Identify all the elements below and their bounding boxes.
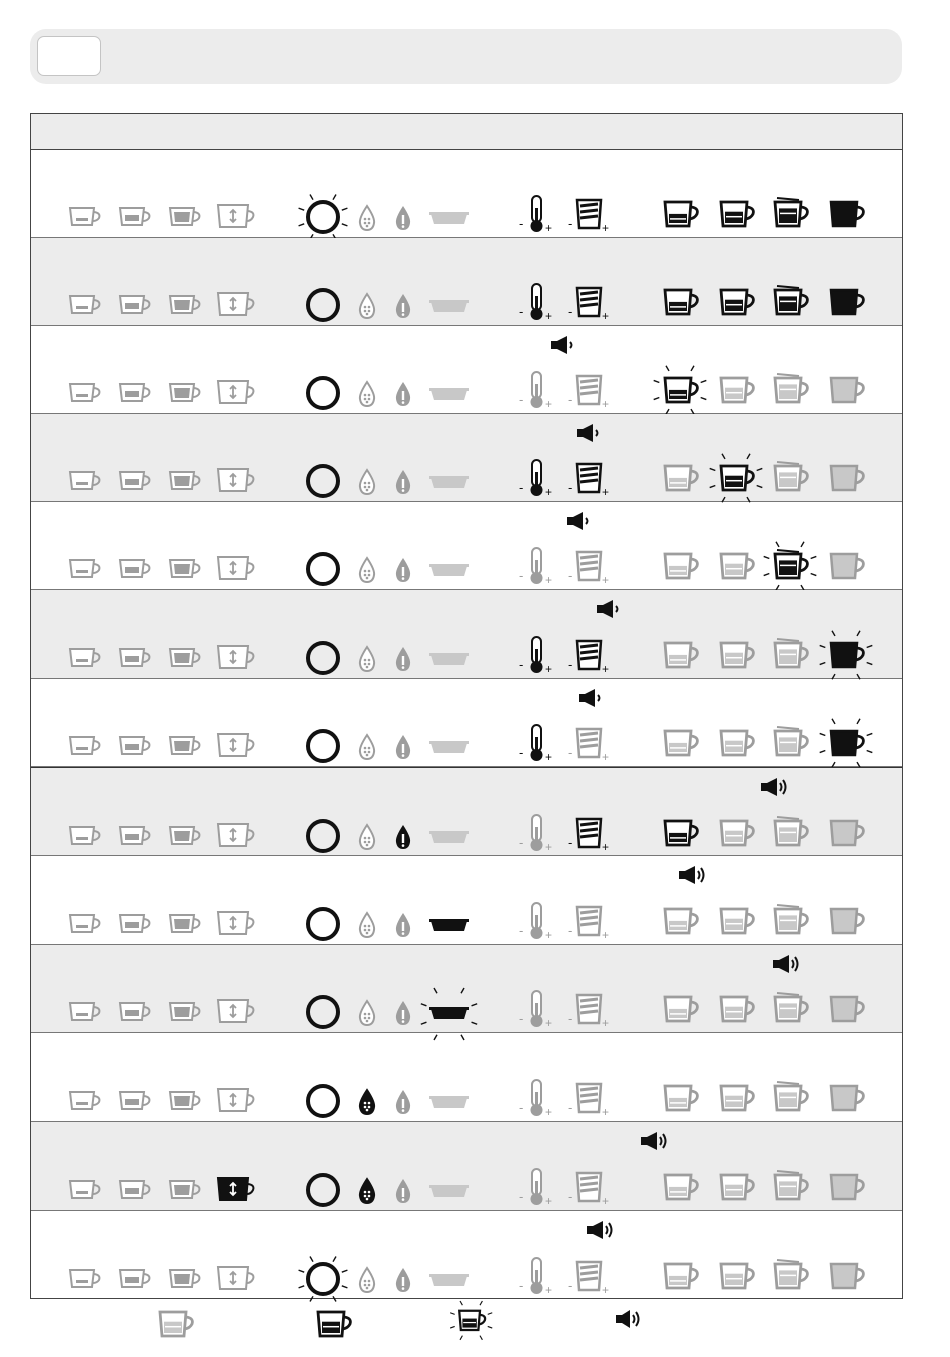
cup-size-icon [717, 548, 757, 582]
coffee-cup-icon [117, 910, 157, 938]
drip-tray-icon [427, 558, 471, 584]
speaker-icon [587, 1221, 617, 1241]
cup-size-icon [661, 372, 701, 406]
svg-text:-: - [568, 835, 573, 850]
svg-text:+: + [602, 397, 610, 411]
long-coffee-icon [167, 732, 207, 760]
svg-text:+: + [545, 1105, 553, 1119]
strength-icon [568, 813, 612, 855]
svg-text:-: - [519, 216, 524, 231]
cup-size-icon [661, 903, 701, 937]
strength-icon [568, 546, 612, 588]
svg-text:+: + [602, 573, 610, 587]
cup-size-icon [827, 196, 867, 230]
bean-drop-icon [357, 823, 377, 851]
espresso-cup-icon [67, 1087, 107, 1115]
status-row [31, 945, 902, 1033]
status-row [31, 150, 902, 238]
thermometer-icon [519, 458, 559, 500]
coffee-cup-icon [117, 644, 157, 672]
svg-text:+: + [602, 750, 610, 764]
svg-text:-: - [568, 1189, 573, 1204]
thermometer-icon [519, 282, 559, 324]
coffee-cup-icon [117, 467, 157, 495]
strength-icon [568, 282, 612, 324]
svg-text:-: - [568, 392, 573, 407]
long-coffee-icon [167, 1176, 207, 1204]
status-row [31, 238, 902, 326]
warning-drop-icon [393, 292, 413, 320]
speaker-icon [641, 1132, 671, 1152]
drip-tray-icon [427, 1179, 471, 1205]
warning-drop-icon [393, 999, 413, 1027]
legend [0, 1300, 950, 1357]
strength-icon [568, 370, 612, 412]
double-cup-icon [217, 291, 257, 319]
svg-text:+: + [602, 485, 610, 499]
power-ring-icon [301, 1081, 345, 1121]
double-cup-icon [217, 379, 257, 407]
double-cup-icon [217, 1265, 257, 1293]
svg-text:+: + [545, 1194, 553, 1208]
coffee-cup-icon [117, 1176, 157, 1204]
power-ring-icon [301, 992, 345, 1032]
svg-text:+: + [602, 1194, 610, 1208]
cup-size-icon [827, 637, 867, 671]
espresso-cup-icon [67, 379, 107, 407]
power-ring-icon [301, 816, 345, 856]
thermometer-icon [519, 1167, 559, 1209]
thermometer-icon [519, 901, 559, 943]
speaker-icon [597, 600, 627, 620]
espresso-cup-icon [67, 644, 107, 672]
coffee-cup-icon [117, 291, 157, 319]
cup-size-icon [661, 725, 701, 759]
strength-icon [568, 989, 612, 1031]
svg-text:-: - [519, 1011, 524, 1026]
cup-size-icon [771, 637, 811, 671]
drip-tray-icon [427, 470, 471, 496]
svg-text:-: - [568, 568, 573, 583]
strength-icon [568, 635, 612, 677]
cup-size-icon [717, 903, 757, 937]
strength-icon [568, 194, 612, 236]
cup-size-icon [771, 196, 811, 230]
coffee-cup-icon [117, 1265, 157, 1293]
long-coffee-icon [167, 998, 207, 1026]
espresso-cup-icon [67, 467, 107, 495]
cup-size-icon [827, 1080, 867, 1114]
power-ring-icon [301, 638, 345, 678]
svg-text:-: - [519, 1100, 524, 1115]
warning-drop-icon [393, 1266, 413, 1294]
status-row [31, 856, 902, 945]
thermometer-icon [519, 1078, 559, 1120]
long-coffee-icon [167, 379, 207, 407]
drip-tray-icon [427, 1268, 471, 1294]
cup-size-icon [827, 815, 867, 849]
thermometer-icon [519, 194, 559, 236]
cup-size-icon [661, 460, 701, 494]
coffee-cup-icon [117, 732, 157, 760]
svg-text:-: - [568, 657, 573, 672]
double-cup-icon [217, 467, 257, 495]
cup-size-icon [771, 460, 811, 494]
thermometer-icon [519, 723, 559, 765]
cup-size-icon [771, 372, 811, 406]
espresso-cup-icon [67, 1265, 107, 1293]
cup-size-icon [827, 372, 867, 406]
espresso-cup-icon [67, 1176, 107, 1204]
thermometer-icon [519, 635, 559, 677]
svg-text:+: + [602, 1016, 610, 1030]
cup-off-icon [156, 1306, 196, 1330]
svg-text:+: + [545, 840, 553, 854]
long-coffee-icon [167, 467, 207, 495]
long-coffee-icon [167, 1087, 207, 1115]
thermometer-icon [519, 370, 559, 412]
bean-drop-icon [357, 999, 377, 1027]
speaker-icon [773, 955, 803, 975]
speaker-icon [577, 424, 607, 444]
cup-size-icon [827, 903, 867, 937]
speaker-beep-icon [616, 1310, 644, 1328]
warning-drop-icon [393, 468, 413, 496]
cup-size-icon [827, 548, 867, 582]
cup-size-icon [771, 903, 811, 937]
svg-text:+: + [602, 1105, 610, 1119]
power-ring-icon [301, 285, 345, 325]
cup-size-icon [717, 1169, 757, 1203]
warning-drop-icon [393, 645, 413, 673]
cup-size-icon [717, 637, 757, 671]
cup-size-icon [661, 284, 701, 318]
speaker-icon [679, 866, 709, 886]
bean-drop-icon [357, 911, 377, 939]
cup-size-icon [771, 284, 811, 318]
svg-text:+: + [602, 662, 610, 676]
svg-text:+: + [602, 1283, 610, 1297]
long-coffee-icon [167, 910, 207, 938]
thermometer-icon [519, 1256, 559, 1298]
svg-text:+: + [545, 662, 553, 676]
warning-drop-icon [393, 823, 413, 851]
warning-drop-icon [393, 204, 413, 232]
strength-icon [568, 458, 612, 500]
drip-tray-icon [427, 825, 471, 851]
double-cup-icon [217, 732, 257, 760]
thermometer-icon [519, 546, 559, 588]
thermometer-icon [519, 813, 559, 855]
bean-drop-icon [357, 204, 377, 232]
bean-drop-icon [357, 292, 377, 320]
cup-flashing-icon [450, 1306, 500, 1334]
double-cup-icon [217, 998, 257, 1026]
coffee-cup-icon [117, 203, 157, 231]
double-cup-icon [217, 822, 257, 850]
svg-text:-: - [519, 392, 524, 407]
long-coffee-icon [167, 291, 207, 319]
speaker-icon [579, 689, 609, 709]
speaker-icon [567, 512, 597, 532]
svg-text:-: - [519, 745, 524, 760]
long-coffee-icon [167, 1265, 207, 1293]
strength-icon [568, 1256, 612, 1298]
svg-text:-: - [568, 480, 573, 495]
svg-text:+: + [602, 221, 610, 235]
cup-size-icon [717, 815, 757, 849]
cup-size-icon [827, 725, 867, 759]
strength-icon [568, 901, 612, 943]
svg-text:-: - [519, 480, 524, 495]
cup-size-icon [661, 548, 701, 582]
cup-size-icon [771, 815, 811, 849]
svg-text:-: - [519, 1189, 524, 1204]
header-bar [30, 29, 902, 84]
long-coffee-icon [167, 203, 207, 231]
svg-text:-: - [568, 745, 573, 760]
espresso-cup-icon [67, 822, 107, 850]
svg-text:-: - [519, 1278, 524, 1293]
cup-size-icon [717, 991, 757, 1025]
warning-drop-icon [393, 911, 413, 939]
cup-size-icon [661, 196, 701, 230]
drip-tray-icon [427, 1090, 471, 1116]
double-cup-icon [217, 1176, 257, 1204]
svg-text:+: + [602, 840, 610, 854]
cup-size-icon [827, 991, 867, 1025]
bean-drop-icon [357, 1088, 377, 1116]
status-row [31, 1211, 902, 1300]
power-ring-icon [301, 1170, 345, 1210]
espresso-cup-icon [67, 291, 107, 319]
svg-text:+: + [545, 1283, 553, 1297]
cup-size-icon [771, 1080, 811, 1114]
svg-text:-: - [519, 304, 524, 319]
coffee-cup-icon [117, 822, 157, 850]
espresso-cup-icon [67, 998, 107, 1026]
status-row [31, 1122, 902, 1211]
svg-text:+: + [545, 928, 553, 942]
bean-drop-icon [357, 733, 377, 761]
status-row [31, 590, 902, 679]
svg-text:-: - [568, 1011, 573, 1026]
cup-size-icon [717, 460, 757, 494]
cup-size-icon [827, 1258, 867, 1292]
cup-size-icon [717, 196, 757, 230]
svg-text:-: - [519, 657, 524, 672]
espresso-cup-icon [67, 910, 107, 938]
svg-text:+: + [545, 397, 553, 411]
svg-text:-: - [519, 923, 524, 938]
drip-tray-icon [427, 647, 471, 673]
svg-text:-: - [568, 1100, 573, 1115]
svg-text:-: - [568, 1278, 573, 1293]
warning-drop-icon [393, 556, 413, 584]
speaker-icon [761, 778, 791, 798]
power-ring-icon [301, 726, 345, 766]
cup-size-icon [827, 460, 867, 494]
cup-size-icon [661, 991, 701, 1025]
double-cup-icon [217, 644, 257, 672]
svg-text:-: - [568, 304, 573, 319]
strength-icon [568, 723, 612, 765]
drip-tray-icon [427, 1001, 471, 1027]
long-coffee-icon [167, 555, 207, 583]
cup-size-icon [717, 284, 757, 318]
svg-text:+: + [602, 309, 610, 323]
espresso-cup-icon [67, 732, 107, 760]
cup-size-icon [771, 548, 811, 582]
strength-icon [568, 1078, 612, 1120]
bean-drop-icon [357, 556, 377, 584]
status-row [31, 326, 902, 414]
cup-size-icon [661, 1258, 701, 1292]
cup-size-icon [771, 1258, 811, 1292]
status-row [31, 679, 902, 767]
bean-drop-icon [357, 380, 377, 408]
cup-size-icon [717, 1080, 757, 1114]
cup-on-icon [314, 1306, 354, 1330]
long-coffee-icon [167, 644, 207, 672]
speaker-icon [551, 336, 581, 356]
double-cup-icon [217, 555, 257, 583]
double-cup-icon [217, 910, 257, 938]
header-tab [37, 36, 101, 76]
cup-size-icon [717, 372, 757, 406]
bean-drop-icon [357, 645, 377, 673]
status-row [31, 414, 902, 502]
power-ring-icon [301, 549, 345, 589]
bean-drop-icon [357, 1266, 377, 1294]
drip-tray-icon [427, 735, 471, 761]
strength-icon [568, 1167, 612, 1209]
drip-tray-icon [427, 382, 471, 408]
espresso-cup-icon [67, 555, 107, 583]
cup-size-icon [661, 1169, 701, 1203]
coffee-cup-icon [117, 998, 157, 1026]
cup-size-icon [771, 725, 811, 759]
svg-text:+: + [545, 750, 553, 764]
coffee-cup-icon [117, 379, 157, 407]
power-ring-icon [301, 197, 345, 237]
power-ring-icon [301, 373, 345, 413]
drip-tray-icon [427, 913, 471, 939]
svg-text:+: + [545, 573, 553, 587]
warning-drop-icon [393, 380, 413, 408]
svg-text:-: - [568, 216, 573, 231]
warning-drop-icon [393, 733, 413, 761]
cup-size-icon [771, 991, 811, 1025]
double-cup-icon [217, 1087, 257, 1115]
svg-text:+: + [545, 309, 553, 323]
svg-text:+: + [545, 221, 553, 235]
warning-drop-icon [393, 1177, 413, 1205]
status-row [31, 1033, 902, 1122]
coffee-cup-icon [117, 1087, 157, 1115]
power-ring-icon [301, 461, 345, 501]
espresso-cup-icon [67, 203, 107, 231]
status-row [31, 767, 902, 856]
power-ring-icon [301, 1259, 345, 1299]
cup-size-icon [771, 1169, 811, 1203]
bean-drop-icon [357, 1177, 377, 1205]
cup-size-icon [661, 1080, 701, 1114]
long-coffee-icon [167, 822, 207, 850]
svg-text:+: + [602, 928, 610, 942]
svg-text:+: + [545, 485, 553, 499]
cup-size-icon [827, 284, 867, 318]
cup-size-icon [717, 1258, 757, 1292]
svg-text:-: - [519, 835, 524, 850]
svg-text:-: - [568, 923, 573, 938]
double-cup-icon [217, 203, 257, 231]
table-header [31, 114, 902, 150]
thermometer-icon [519, 989, 559, 1031]
cup-size-icon [717, 725, 757, 759]
svg-text:+: + [545, 1016, 553, 1030]
coffee-cup-icon [117, 555, 157, 583]
drip-tray-icon [427, 294, 471, 320]
warning-drop-icon [393, 1088, 413, 1116]
bean-drop-icon [357, 468, 377, 496]
cup-size-icon [661, 815, 701, 849]
status-table [30, 113, 903, 1299]
cup-size-icon [661, 637, 701, 671]
svg-text:-: - [519, 568, 524, 583]
cup-size-icon [827, 1169, 867, 1203]
power-ring-icon [301, 904, 345, 944]
drip-tray-icon [427, 206, 471, 232]
status-row [31, 502, 902, 590]
